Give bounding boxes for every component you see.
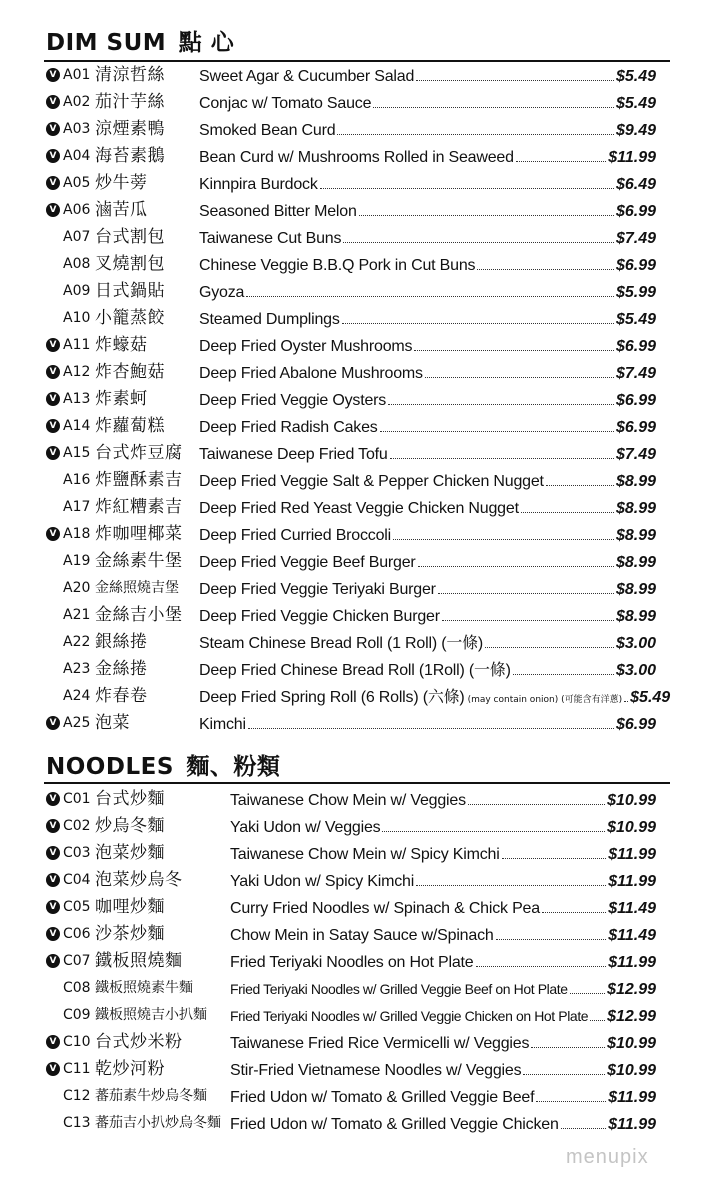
item-price: $8.99 — [615, 500, 656, 517]
item-name-cn: 炸素蚵 — [95, 389, 148, 409]
item-line — [199, 575, 656, 603]
item-code: A15 — [63, 445, 91, 461]
item-name-cn: 台式炒麵 — [95, 789, 165, 809]
item-name-en: Yaki Udon w/ Veggies — [230, 819, 381, 836]
item-code: A21 — [63, 607, 91, 623]
item-line — [199, 440, 656, 468]
menu-item — [44, 143, 670, 170]
dot-leader — [496, 921, 607, 940]
item-price: $6.49 — [615, 176, 656, 193]
vegan-icon: V — [46, 122, 60, 136]
menu-item — [44, 467, 670, 494]
menu-item — [44, 867, 670, 894]
item-line — [199, 305, 656, 333]
item-name-en: Deep Fried Veggie Salt & Pepper Chicken Nugget — [199, 473, 544, 490]
item-name-en: Sweet Agar & Cucumber Salad — [199, 68, 415, 85]
dot-leader — [414, 332, 614, 351]
item-price: $12.99 — [607, 981, 656, 998]
item-price: $8.99 — [615, 581, 656, 598]
item-name-en: Deep Fried Veggie Teriyaki Burger — [199, 581, 436, 598]
item-name-cn: 炸鹽酥素吉 — [95, 470, 183, 490]
dot-leader — [546, 467, 614, 486]
dot-leader — [531, 1029, 605, 1048]
item-code: A17 — [63, 499, 91, 515]
item-code: C12 — [63, 1088, 91, 1104]
item-name-cn: 台式炒米粉 — [95, 1032, 183, 1052]
item-line — [199, 386, 656, 414]
menu-item — [44, 521, 670, 548]
item-price: $11.49 — [608, 927, 656, 944]
item-price: $11.49 — [608, 900, 656, 917]
dot-leader — [502, 840, 607, 859]
item-price: $11.99 — [608, 149, 656, 166]
item-name-cn: 叉燒割包 — [95, 254, 165, 274]
item-code: A01 — [63, 67, 91, 83]
item-code: C05 — [63, 899, 91, 915]
menu-item — [44, 62, 670, 89]
item-price: $3.00 — [615, 662, 656, 679]
item-code: A11 — [63, 337, 91, 353]
dot-leader — [513, 656, 614, 675]
item-code: C13 — [63, 1115, 91, 1131]
item-line — [199, 332, 656, 360]
menu-item — [44, 170, 670, 197]
item-code: A19 — [63, 553, 91, 569]
dot-leader — [359, 197, 614, 216]
item-name-en: Taiwanese Chow Mein w/ Spicy Kimchi — [230, 846, 500, 863]
item-code: C07 — [63, 953, 91, 969]
menu-item — [44, 305, 670, 332]
item-price: $6.99 — [615, 392, 656, 409]
dimsum-title-cn: 點 心 — [178, 29, 235, 56]
item-line — [199, 548, 656, 576]
item-name-en: Conjac w/ Tomato Sauce — [199, 95, 372, 112]
item-code: A04 — [63, 148, 91, 164]
dot-leader — [246, 278, 614, 297]
item-price: $11.99 — [608, 1116, 656, 1133]
menu-item — [44, 840, 670, 867]
dot-leader — [248, 710, 614, 729]
menu-item — [44, 710, 670, 737]
item-line — [230, 948, 656, 976]
item-name-en: Deep Fried Spring Roll (6 Rolls) (六條) — [199, 689, 465, 706]
vegan-icon: V — [46, 176, 60, 190]
dot-leader — [523, 1056, 605, 1075]
item-name-cn: 炸紅糟素吉 — [95, 497, 183, 517]
dimsum-title: DIM SUM — [46, 30, 167, 56]
vegan-icon: V — [46, 873, 60, 887]
vegan-icon: V — [46, 954, 60, 968]
item-name-cn: 炸杏鮑菇 — [95, 362, 165, 382]
vegan-icon: V — [46, 338, 60, 352]
item-code: A10 — [63, 310, 91, 326]
item-name-cn: 小籠蒸餃 — [95, 308, 165, 328]
menu-item — [44, 548, 670, 575]
dot-leader — [438, 575, 614, 594]
dot-leader — [343, 224, 614, 243]
item-price: $6.99 — [615, 419, 656, 436]
item-price: $11.99 — [608, 873, 656, 890]
item-name-cn: 清涼哲絲 — [95, 65, 165, 85]
dot-leader — [624, 683, 628, 702]
item-code: C03 — [63, 845, 91, 861]
item-line — [199, 278, 656, 306]
item-name-cn: 鐵板照燒吉小扒麵 — [95, 1007, 207, 1023]
menu-item — [44, 440, 670, 467]
item-name-en: Taiwanese Deep Fried Tofu — [199, 446, 388, 463]
menu-item — [44, 1002, 670, 1029]
item-code: C08 — [63, 980, 91, 996]
item-name-cn: 炸蘿蔔糕 — [95, 416, 165, 436]
item-code: A13 — [63, 391, 91, 407]
item-name-en: Chinese Veggie B.B.Q Pork in Cut Buns — [199, 257, 476, 274]
menu-item — [44, 813, 670, 840]
item-name-en: Deep Fried Curried Broccoli — [199, 527, 392, 544]
item-name-en: Steamed Dumplings — [199, 311, 340, 328]
item-price: $8.99 — [615, 527, 656, 544]
item-price: $5.99 — [615, 284, 656, 301]
item-line — [199, 359, 656, 387]
menu-item — [44, 413, 670, 440]
item-line — [230, 840, 656, 868]
item-price: $6.99 — [615, 257, 656, 274]
item-name-cn: 乾炒河粉 — [95, 1059, 165, 1079]
item-name-cn: 鐵板照燒麵 — [95, 951, 183, 971]
item-line — [199, 89, 656, 117]
dot-leader — [521, 494, 614, 513]
item-price: $10.99 — [607, 1062, 656, 1079]
item-name-en: Yaki Udon w/ Spicy Kimchi — [230, 873, 415, 890]
item-price: $11.99 — [608, 954, 656, 971]
item-code: A16 — [63, 472, 91, 488]
item-name-cn: 金絲吉小堡 — [95, 605, 183, 625]
vegan-icon: V — [46, 95, 60, 109]
item-code: C11 — [63, 1061, 91, 1077]
item-name-en: Fried Teriyaki Noodles w/ Grilled Veggie Chicken on Hot Plate — [230, 1008, 589, 1024]
item-code: A25 — [63, 715, 91, 731]
item-name-en: Taiwanese Cut Buns — [199, 230, 342, 247]
item-name-en: Seasoned Bitter Melon — [199, 203, 357, 220]
vegan-icon: V — [46, 900, 60, 914]
menu-item — [44, 786, 670, 813]
dot-leader — [442, 602, 614, 621]
item-price: $12.99 — [607, 1008, 656, 1025]
item-name-cn: 台式割包 — [95, 227, 165, 247]
item-name-cn: 沙茶炒麵 — [95, 924, 165, 944]
item-line — [230, 786, 656, 814]
menu-item — [44, 224, 670, 251]
item-name-cn: 滷苦瓜 — [95, 200, 148, 220]
item-code: A02 — [63, 94, 91, 110]
item-code: C09 — [63, 1007, 91, 1023]
item-price: $9.49 — [615, 122, 656, 139]
item-code: A23 — [63, 661, 91, 677]
watermark-logo: menupix — [566, 1146, 649, 1168]
item-line — [230, 813, 656, 841]
item-name-cn: 金絲素牛堡 — [95, 551, 183, 571]
vegan-icon: V — [46, 203, 60, 217]
item-price: $10.99 — [607, 792, 656, 809]
item-name-cn: 泡菜炒烏冬 — [95, 870, 183, 890]
item-line — [199, 170, 656, 198]
noodles-title: NOODLES — [46, 754, 174, 780]
vegan-icon: V — [46, 927, 60, 941]
item-line — [230, 1083, 656, 1111]
item-name-cn: 炸蠔菇 — [95, 335, 148, 355]
item-line — [199, 467, 656, 495]
item-name-cn: 銀絲捲 — [95, 632, 148, 652]
item-name-en: Bean Curd w/ Mushrooms Rolled in Seaweed — [199, 149, 514, 166]
item-price: $7.49 — [615, 365, 656, 382]
item-line — [199, 197, 656, 225]
item-name-en: Curry Fried Noodles w/ Spinach & Chick Pea — [230, 900, 540, 917]
dot-leader — [390, 440, 614, 459]
item-name-cn: 泡菜炒麵 — [95, 843, 165, 863]
menu-item — [44, 975, 670, 1002]
dimsum-list — [44, 62, 670, 737]
menu-item — [44, 197, 670, 224]
item-name-en: Fried Teriyaki Noodles on Hot Plate — [230, 954, 474, 971]
vegan-icon: V — [46, 716, 60, 730]
item-name-en: Deep Fried Oyster Mushrooms — [199, 338, 413, 355]
dot-leader — [425, 359, 614, 378]
item-name-en: Kimchi — [199, 716, 246, 733]
dimsum-heading — [46, 24, 234, 57]
item-price: $11.99 — [608, 846, 656, 863]
dot-leader — [477, 251, 614, 270]
item-name-en: Taiwanese Fried Rice Vermicelli w/ Veggies — [230, 1035, 530, 1052]
dot-leader — [561, 1110, 607, 1129]
item-line — [230, 867, 656, 895]
item-code: A18 — [63, 526, 91, 542]
item-line — [230, 1056, 656, 1084]
item-name-cn: 台式炸豆腐 — [95, 443, 183, 463]
item-code: A07 — [63, 229, 91, 245]
item-price: $3.00 — [615, 635, 656, 652]
item-name-cn: 日式鍋貼 — [95, 281, 165, 301]
item-line — [199, 656, 656, 684]
item-line — [230, 921, 656, 949]
item-price: $5.49 — [615, 68, 656, 85]
item-price: $6.99 — [615, 716, 656, 733]
item-name-cn: 咖哩炒麵 — [95, 897, 165, 917]
item-name-en: Deep Fried Veggie Chicken Burger — [199, 608, 440, 625]
vegan-icon: V — [46, 792, 60, 806]
dot-leader — [373, 89, 614, 108]
menu-item — [44, 602, 670, 629]
item-name-en: Deep Fried Abalone Mushrooms — [199, 365, 423, 382]
item-note: (may contain onion) (可能含有洋蔥) — [467, 695, 623, 705]
item-line — [199, 602, 656, 630]
item-line — [199, 62, 656, 90]
item-name-cn: 炸咖哩椰菜 — [95, 524, 183, 544]
item-name-en: Gyoza — [199, 284, 245, 301]
item-price: $7.49 — [615, 230, 656, 247]
item-name-en: Fried Teriyaki Noodles w/ Grilled Veggie Beef on Hot Plate — [230, 981, 568, 997]
item-price: $11.99 — [608, 1089, 656, 1106]
dot-leader — [388, 386, 614, 405]
item-name-cn: 炒牛蒡 — [95, 173, 148, 193]
item-code: A06 — [63, 202, 91, 218]
dot-leader — [468, 786, 605, 805]
item-code: A03 — [63, 121, 91, 137]
item-name-cn: 炸春卷 — [95, 686, 148, 706]
menu-item — [44, 1029, 670, 1056]
vegan-icon: V — [46, 527, 60, 541]
dot-leader — [536, 1083, 606, 1102]
item-name-cn: 金絲捲 — [95, 659, 148, 679]
item-line — [199, 494, 656, 522]
item-line — [199, 224, 656, 252]
item-line — [230, 1002, 656, 1030]
menu-item — [44, 494, 670, 521]
vegan-icon: V — [46, 365, 60, 379]
item-price: $5.49 — [615, 95, 656, 112]
item-code: A12 — [63, 364, 91, 380]
item-name-cn: 海苔素鵝 — [95, 146, 165, 166]
item-code: C10 — [63, 1034, 91, 1050]
menu-item — [44, 386, 670, 413]
item-name-en: Deep Fried Veggie Beef Burger — [199, 554, 416, 571]
dot-leader — [542, 894, 606, 913]
vegan-icon: V — [46, 819, 60, 833]
item-name-en: Smoked Bean Curd — [199, 122, 336, 139]
item-code: A24 — [63, 688, 91, 704]
item-price: $10.99 — [607, 1035, 656, 1052]
dot-leader — [380, 413, 614, 432]
item-code: A20 — [63, 580, 91, 596]
item-name-en: Steam Chinese Bread Roll (1 Roll) (一條) — [199, 635, 484, 652]
dot-leader — [590, 1002, 605, 1021]
menu-item — [44, 575, 670, 602]
noodles-heading — [46, 748, 280, 781]
item-name-cn: 鐵板照燒素牛麵 — [95, 980, 193, 996]
vegan-icon: V — [46, 1035, 60, 1049]
item-name-en: Chow Mein in Satay Sauce w/Spinach — [230, 927, 494, 944]
item-price: $10.99 — [607, 819, 656, 836]
noodles-list — [44, 786, 670, 1137]
noodles-title-cn: 麵、粉類 — [186, 753, 281, 780]
item-line — [199, 413, 656, 441]
menu-item — [44, 116, 670, 143]
vegan-icon: V — [46, 846, 60, 860]
menu-item — [44, 1110, 670, 1137]
vegan-icon: V — [46, 149, 60, 163]
menu-item — [44, 1083, 670, 1110]
item-line — [199, 629, 656, 657]
item-name-en: Deep Fried Veggie Oysters — [199, 392, 387, 409]
vegan-icon: V — [46, 68, 60, 82]
vegan-icon: V — [46, 1062, 60, 1076]
dot-leader — [485, 629, 614, 648]
item-name-cn: 蕃茄素牛炒烏冬麵 — [95, 1088, 207, 1104]
item-code: C02 — [63, 818, 91, 834]
menu-item — [44, 359, 670, 386]
item-code: A14 — [63, 418, 91, 434]
menu-item — [44, 278, 670, 305]
dot-leader — [342, 305, 614, 324]
menu-item — [44, 921, 670, 948]
item-line — [199, 710, 656, 738]
item-price: $6.99 — [615, 203, 656, 220]
dot-leader — [516, 143, 606, 162]
item-code: A05 — [63, 175, 91, 191]
item-name-cn: 泡菜 — [95, 713, 130, 733]
item-name-cn: 金絲照燒吉堡 — [95, 580, 179, 596]
item-name-en: Fried Udon w/ Tomato & Grilled Veggie Chicken — [230, 1116, 559, 1133]
item-line — [230, 1029, 656, 1057]
item-line — [199, 116, 656, 144]
item-name-en: Fried Udon w/ Tomato & Grilled Veggie Beef — [230, 1089, 535, 1106]
item-line — [230, 894, 656, 922]
dot-leader — [570, 975, 605, 994]
item-line — [199, 251, 656, 279]
dot-leader — [416, 62, 614, 81]
dot-leader — [337, 116, 614, 135]
dot-leader — [393, 521, 614, 540]
item-name-en: Deep Fried Red Yeast Veggie Chicken Nugget — [199, 500, 519, 517]
menu-item — [44, 1056, 670, 1083]
menu-item — [44, 894, 670, 921]
item-name-en: Kinnpira Burdock — [199, 176, 318, 193]
item-code: C01 — [63, 791, 91, 807]
item-code: A22 — [63, 634, 91, 650]
menu-item — [44, 89, 670, 116]
item-name-cn: 炒烏冬麵 — [95, 816, 165, 836]
item-line — [230, 975, 656, 1003]
dot-leader — [476, 948, 607, 967]
item-line — [199, 521, 656, 549]
item-line — [230, 1110, 656, 1138]
item-price: $7.49 — [615, 446, 656, 463]
item-name-en: Deep Fried Radish Cakes — [199, 419, 378, 436]
item-price: $8.99 — [615, 473, 656, 490]
item-name-en: Stir-Fried Vietnamese Noodles w/ Veggies — [230, 1062, 522, 1079]
menu-item — [44, 683, 670, 710]
item-name-cn: 蕃茄吉小扒炒烏冬麵 — [95, 1115, 221, 1131]
dot-leader — [382, 813, 605, 832]
vegan-icon: V — [46, 419, 60, 433]
item-line — [199, 143, 656, 171]
item-code: C06 — [63, 926, 91, 942]
item-name-en: Deep Fried Chinese Bread Roll (1Roll) (一條) — [199, 662, 511, 679]
item-code: A08 — [63, 256, 91, 272]
item-price: $6.99 — [615, 338, 656, 355]
item-name-cn: 茄汁芋絲 — [95, 92, 165, 112]
menu-item — [44, 332, 670, 359]
item-price: $8.99 — [615, 608, 656, 625]
menu-item — [44, 629, 670, 656]
dot-leader — [416, 867, 606, 886]
menu-item — [44, 251, 670, 278]
dot-leader — [418, 548, 614, 567]
item-code: A09 — [63, 283, 91, 299]
noodles-divider — [44, 782, 670, 784]
item-price: $5.49 — [615, 311, 656, 328]
item-price: $5.49 — [630, 689, 671, 706]
vegan-icon: V — [46, 446, 60, 460]
menu-item — [44, 656, 670, 683]
item-code: C04 — [63, 872, 91, 888]
vegan-icon: V — [46, 392, 60, 406]
menu-item — [44, 948, 670, 975]
item-name-en: Taiwanese Chow Mein w/ Veggies — [230, 792, 466, 809]
dot-leader — [320, 170, 614, 189]
item-name-cn: 涼煙素鴨 — [95, 119, 165, 139]
item-price: $8.99 — [615, 554, 656, 571]
